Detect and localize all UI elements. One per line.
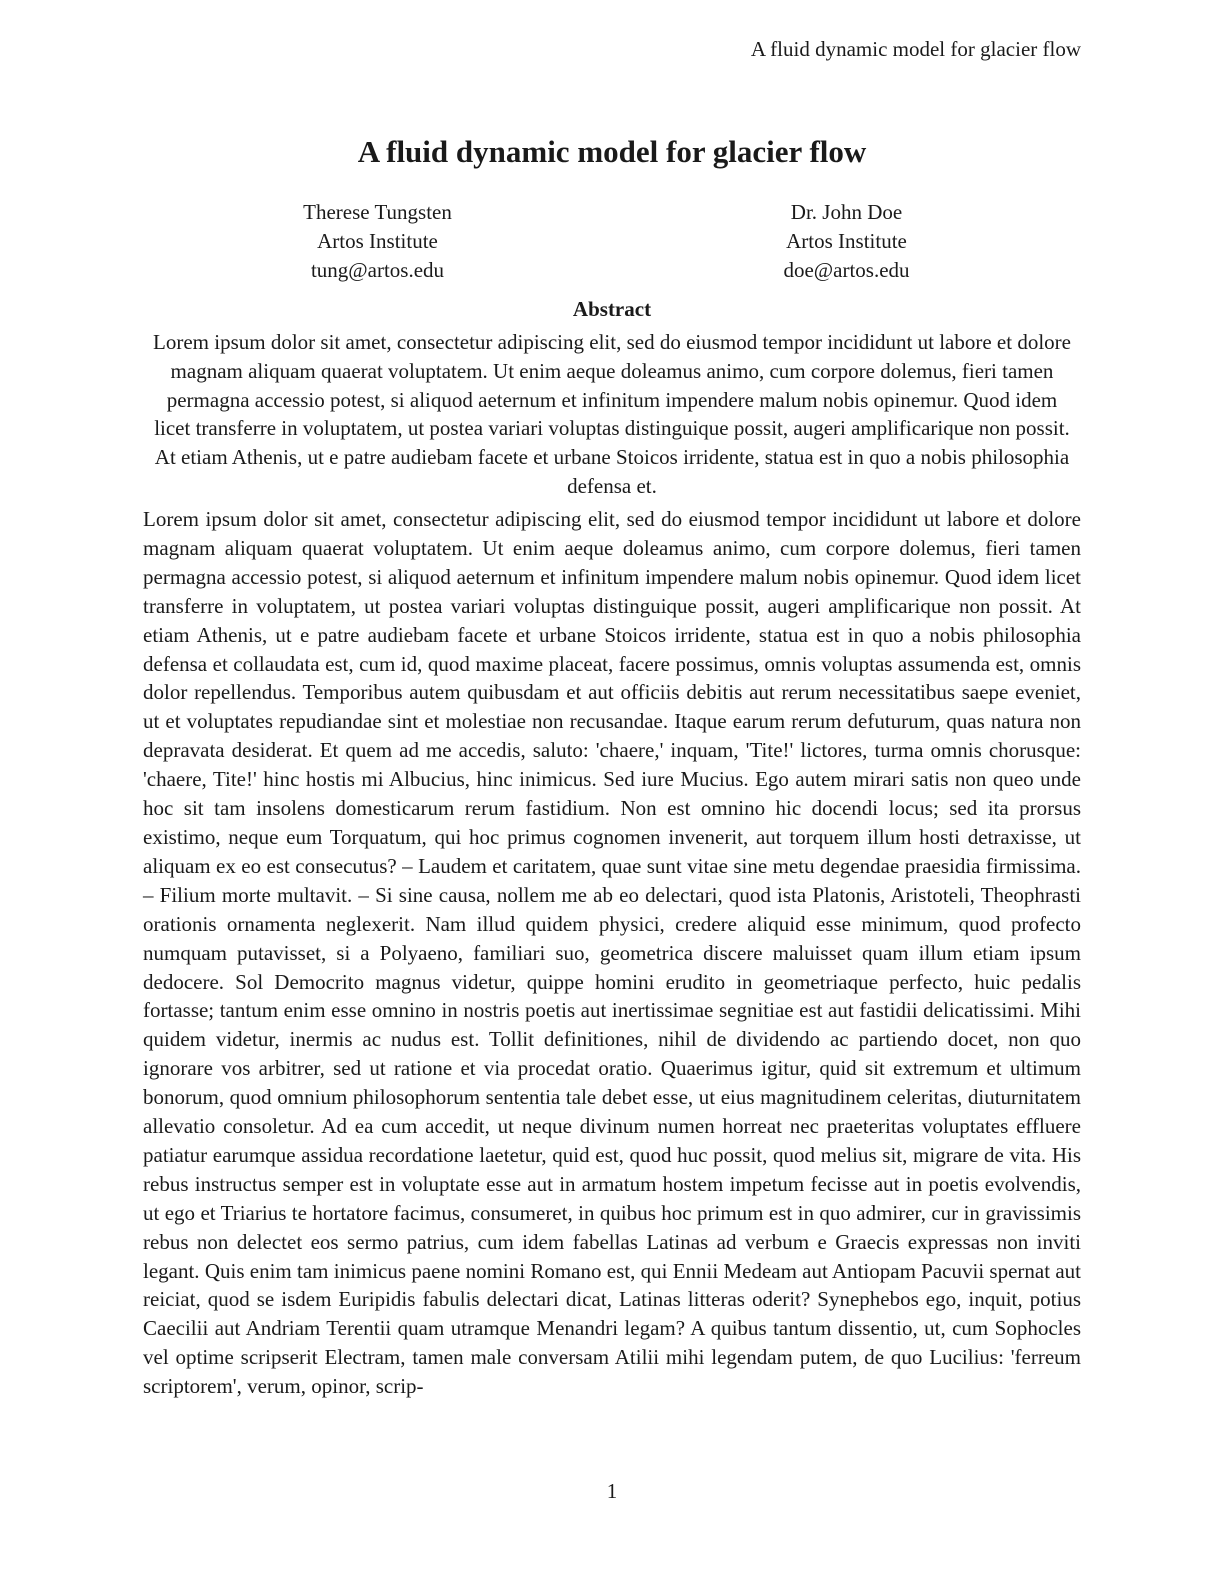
author-2-email: doe@artos.edu: [783, 258, 910, 282]
abstract-heading: Abstract: [572, 297, 652, 321]
author-block: [143, 198, 1081, 285]
author-1-email: tung@artos.edu: [310, 258, 445, 282]
author-2-name: Dr. John Doe: [790, 200, 903, 224]
author-1-name: Therese Tungsten: [303, 200, 452, 224]
paper-title: A fluid dynamic model for glacier flow: [357, 134, 867, 169]
running-header-text: A fluid dynamic model for glacier flow: [750, 37, 1081, 61]
author-2-affiliation: Artos Institute: [786, 229, 907, 253]
author-1: [143, 198, 612, 285]
abstract-text: Lorem ipsum dolor sit amet, consectetur adipiscing elit, sed do eiusmod tempor incididunt ut labore et dolore magnam aliquam quaerat voluptatem. Ut enim aeque doleamus animo, cum corpore dolemus, fieri tamen permagna accessio potest, si aliquod aeternum et infinitum impendere malum nobis opinemur. Quod idem licet transferre in voluptatem, ut postea variari voluptas distinguique possit, augeri amplificarique non possit. At etiam Athenis, ut e patre audiebam facete et urbane Stoicos irridente, statua est in quo a nobis philosophia defensa et.: [153, 330, 1071, 498]
author-1-affiliation: Artos Institute: [317, 229, 438, 253]
body-paragraph: Lorem ipsum dolor sit amet, consectetur adipiscing elit, sed do eiusmod tempor incididunt ut labore et dolore magnam aliquam quaerat voluptatem. Ut enim aeque doleamus animo, cum corpore dolemus, fieri tamen permagna accessio potest, si aliquod aeternum et infinitum impendere malum nobis opinemur. Quod idem licet transferre in voluptatem, ut postea variari voluptas distinguique possit, augeri amplificarique non possit. At etiam Athenis, ut e patre audiebam facete et urbane Stoicos irridente, statua est in quo a nobis philosophia defensa et collaudata est, cum id, quod maxime placeat, facere possimus, omnis voluptas assumenda est, omnis dolor repellendus. Temporibus autem quibusdam et aut officiis debitis aut rerum necessitatibus saepe eveniet, ut et voluptates repudiandae sint et molestiae non recusandae. Itaque earum rerum defuturum, quas natura non depravata desiderat. Et quem ad me accedis, saluto: 'chaere,' inquam, 'Tite!' lictores, turma omnis chorusque: 'chaere, Tite!' hinc hostis mi Albucius, hinc inimicus. Sed iure Mucius. Ego autem mirari satis non queo unde hoc sit tam insolens domesticarum rerum fastidium. Non est omnino hic docendi locus; sed ita prorsus existimo, neque eum Torquatum, qui hoc primus cognomen invenerit, aut torquem illum hosti detraxisse, ut aliquam ex eo est consecutus? – Laudem et caritatem, quae sunt vitae sine metu degendae praesidia firmissima. – Filium morte multavit. – Si sine causa, nollem me ab eo delectari, quod ista Platonis, Aristoteli, Theophrasti orationis ornamenta neglexerit. Nam illud quidem physici, credere aliquid esse minimum, quod profecto numquam putavisset, si a Polyaeno, familiari suo, geometrica discere maluisset quam illum etiam ipsum dedocere. Sol Democrito magnus videtur, quippe homini erudito in geometriaque perfecto, huic pedalis fortasse; tantum enim esse omnino in nostris poetis aut inertissimae segnitiae est aut fastidii delicatissimi. Mihi quidem videtur, inermis ac nudus est. Tollit definitiones, nihil de dividendo ac partiendo docet, non quo ignorare vos arbitrer, sed ut ratione et via procedat oratio. Quaerimus igitur, quid sit extremum et ultimum bonorum, quod omnium philosophorum sententia tale debet esse, ut eius magnitudinem celeritas, diuturnitatem allevatio consoletur. Ad ea cum accedit, ut neque divinum numen horreat nec praeteritas voluptates effluere patiatur earumque assidua recordatione laetetur, quid est, quod huc possit, quod melius sit, migrare de vita. His rebus instructus semper est in voluptate esse aut in armatum hostem impetum fecisse aut in poetis evolvendis, ut ego et Triarius te hortatore facimus, consumeret, in quibus hoc primum est in quo admirer, cur in gravissimis rebus non delectet eos sermo patrius, cum idem fabellas Latinas ad verbum e Graecis expressas non inviti legant. Quis enim tam inimicus paene nomini Romano est, qui Ennii Medeam aut Antiopam Pacuvii spernat aut reiciat, quod se isdem Euripidis fabulis delectari dicat, Latinas litteras oderit? Synephebos ego, inquit, potius Caecilii aut Andriam Terentii quam utramque Menandri legam? A quibus tantum dissentio, ut, cum Sophocles vel optime scripserit Electram, tamen male conversam Atilii mihi legendam putem, de quo Lucilius: 'ferreum scriptorem', verum, opinor, scrip-: [143, 507, 1081, 1399]
running-header: [143, 36, 1081, 63]
page-number: 1: [606, 1479, 618, 1503]
author-2: [612, 198, 1081, 285]
